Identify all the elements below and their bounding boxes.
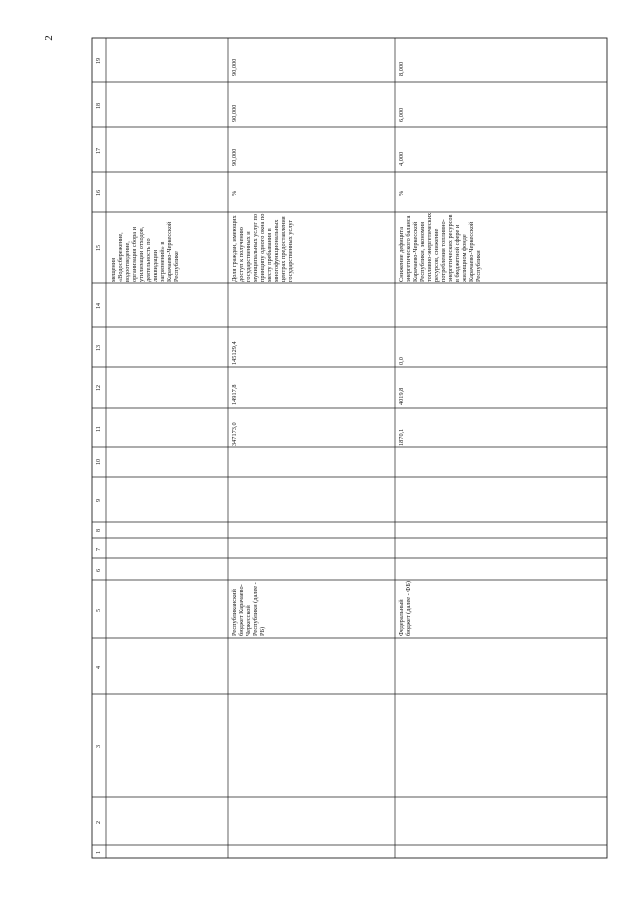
col-number-14: 14 bbox=[96, 303, 102, 309]
row-a-unit: % bbox=[231, 190, 238, 196]
row-a-value-11: 347173,0 bbox=[231, 422, 238, 446]
row-a-value-18: 90,000 bbox=[231, 104, 238, 122]
row-a-indicator: Доля граждан, имеющих доступ к получению государственных и муниципальных услуг по принципу одного окна по месту пребывания в многофункциональных центрах предоставления государственных услуг bbox=[231, 213, 294, 282]
col-number-6: 6 bbox=[96, 569, 102, 572]
col-number-12: 12 bbox=[96, 385, 102, 391]
row-b-value-13: 0,0 bbox=[398, 357, 405, 365]
col-number-1: 1 bbox=[96, 851, 102, 854]
row-b-value-17: 4,000 bbox=[398, 151, 405, 166]
col-number-19: 19 bbox=[96, 58, 102, 64]
col-number-18: 18 bbox=[96, 103, 102, 109]
col-number-4: 4 bbox=[96, 666, 102, 669]
row-a-value-17: 90,000 bbox=[231, 148, 238, 166]
row-b-value-11: 1870,1 bbox=[398, 428, 405, 446]
col-number-15: 15 bbox=[96, 245, 102, 251]
page-number: 2 bbox=[42, 35, 55, 41]
row-b-value-19: 8,000 bbox=[398, 61, 405, 76]
row-b-unit: % bbox=[398, 190, 405, 196]
col-number-11: 11 bbox=[96, 426, 102, 432]
row-b-value-18: 6,000 bbox=[398, 107, 405, 122]
row-b-funding-source: Федеральный бюджет (далее - ФБ) bbox=[398, 581, 412, 636]
col-number-5: 5 bbox=[96, 609, 102, 612]
row-a-funding-source: Республиканский бюджет Карачаево-Черкесской Республики (далее - РБ) bbox=[231, 582, 266, 636]
row-b-indicator: Снижение дефицита энергетического баланса Карачаево-Черкесской Республики, экономия топливно-энергетических ресурсов, снижение потребления топливно-энергетических ресурсов в бюджетной сфере и жилищном фонде Карачаево-Черкесской Республики bbox=[398, 212, 482, 282]
col-number-7: 7 bbox=[96, 548, 102, 551]
col-number-17: 17 bbox=[96, 148, 102, 154]
col-number-3: 3 bbox=[96, 745, 102, 748]
row-b-value-12: 4019,8 bbox=[398, 387, 405, 405]
row-a-value-12: 14917,8 bbox=[231, 384, 238, 405]
col-number-10: 10 bbox=[96, 459, 102, 465]
col-number-13: 13 bbox=[96, 345, 102, 351]
col-number-8: 8 bbox=[96, 529, 102, 532]
top-row-indicator: мещения «Водосбережение, водоотведение, организация сбора и утилизации отходов, деятельность по ликвидации загрязнений» в Карачаево-Черкесской Республике bbox=[110, 221, 180, 282]
row-a-value-13: 145129,4 bbox=[231, 341, 238, 365]
col-number-2: 2 bbox=[96, 821, 102, 824]
col-number-9: 9 bbox=[96, 499, 102, 502]
col-number-16: 16 bbox=[96, 190, 102, 196]
row-a-value-19: 90,000 bbox=[231, 58, 238, 76]
